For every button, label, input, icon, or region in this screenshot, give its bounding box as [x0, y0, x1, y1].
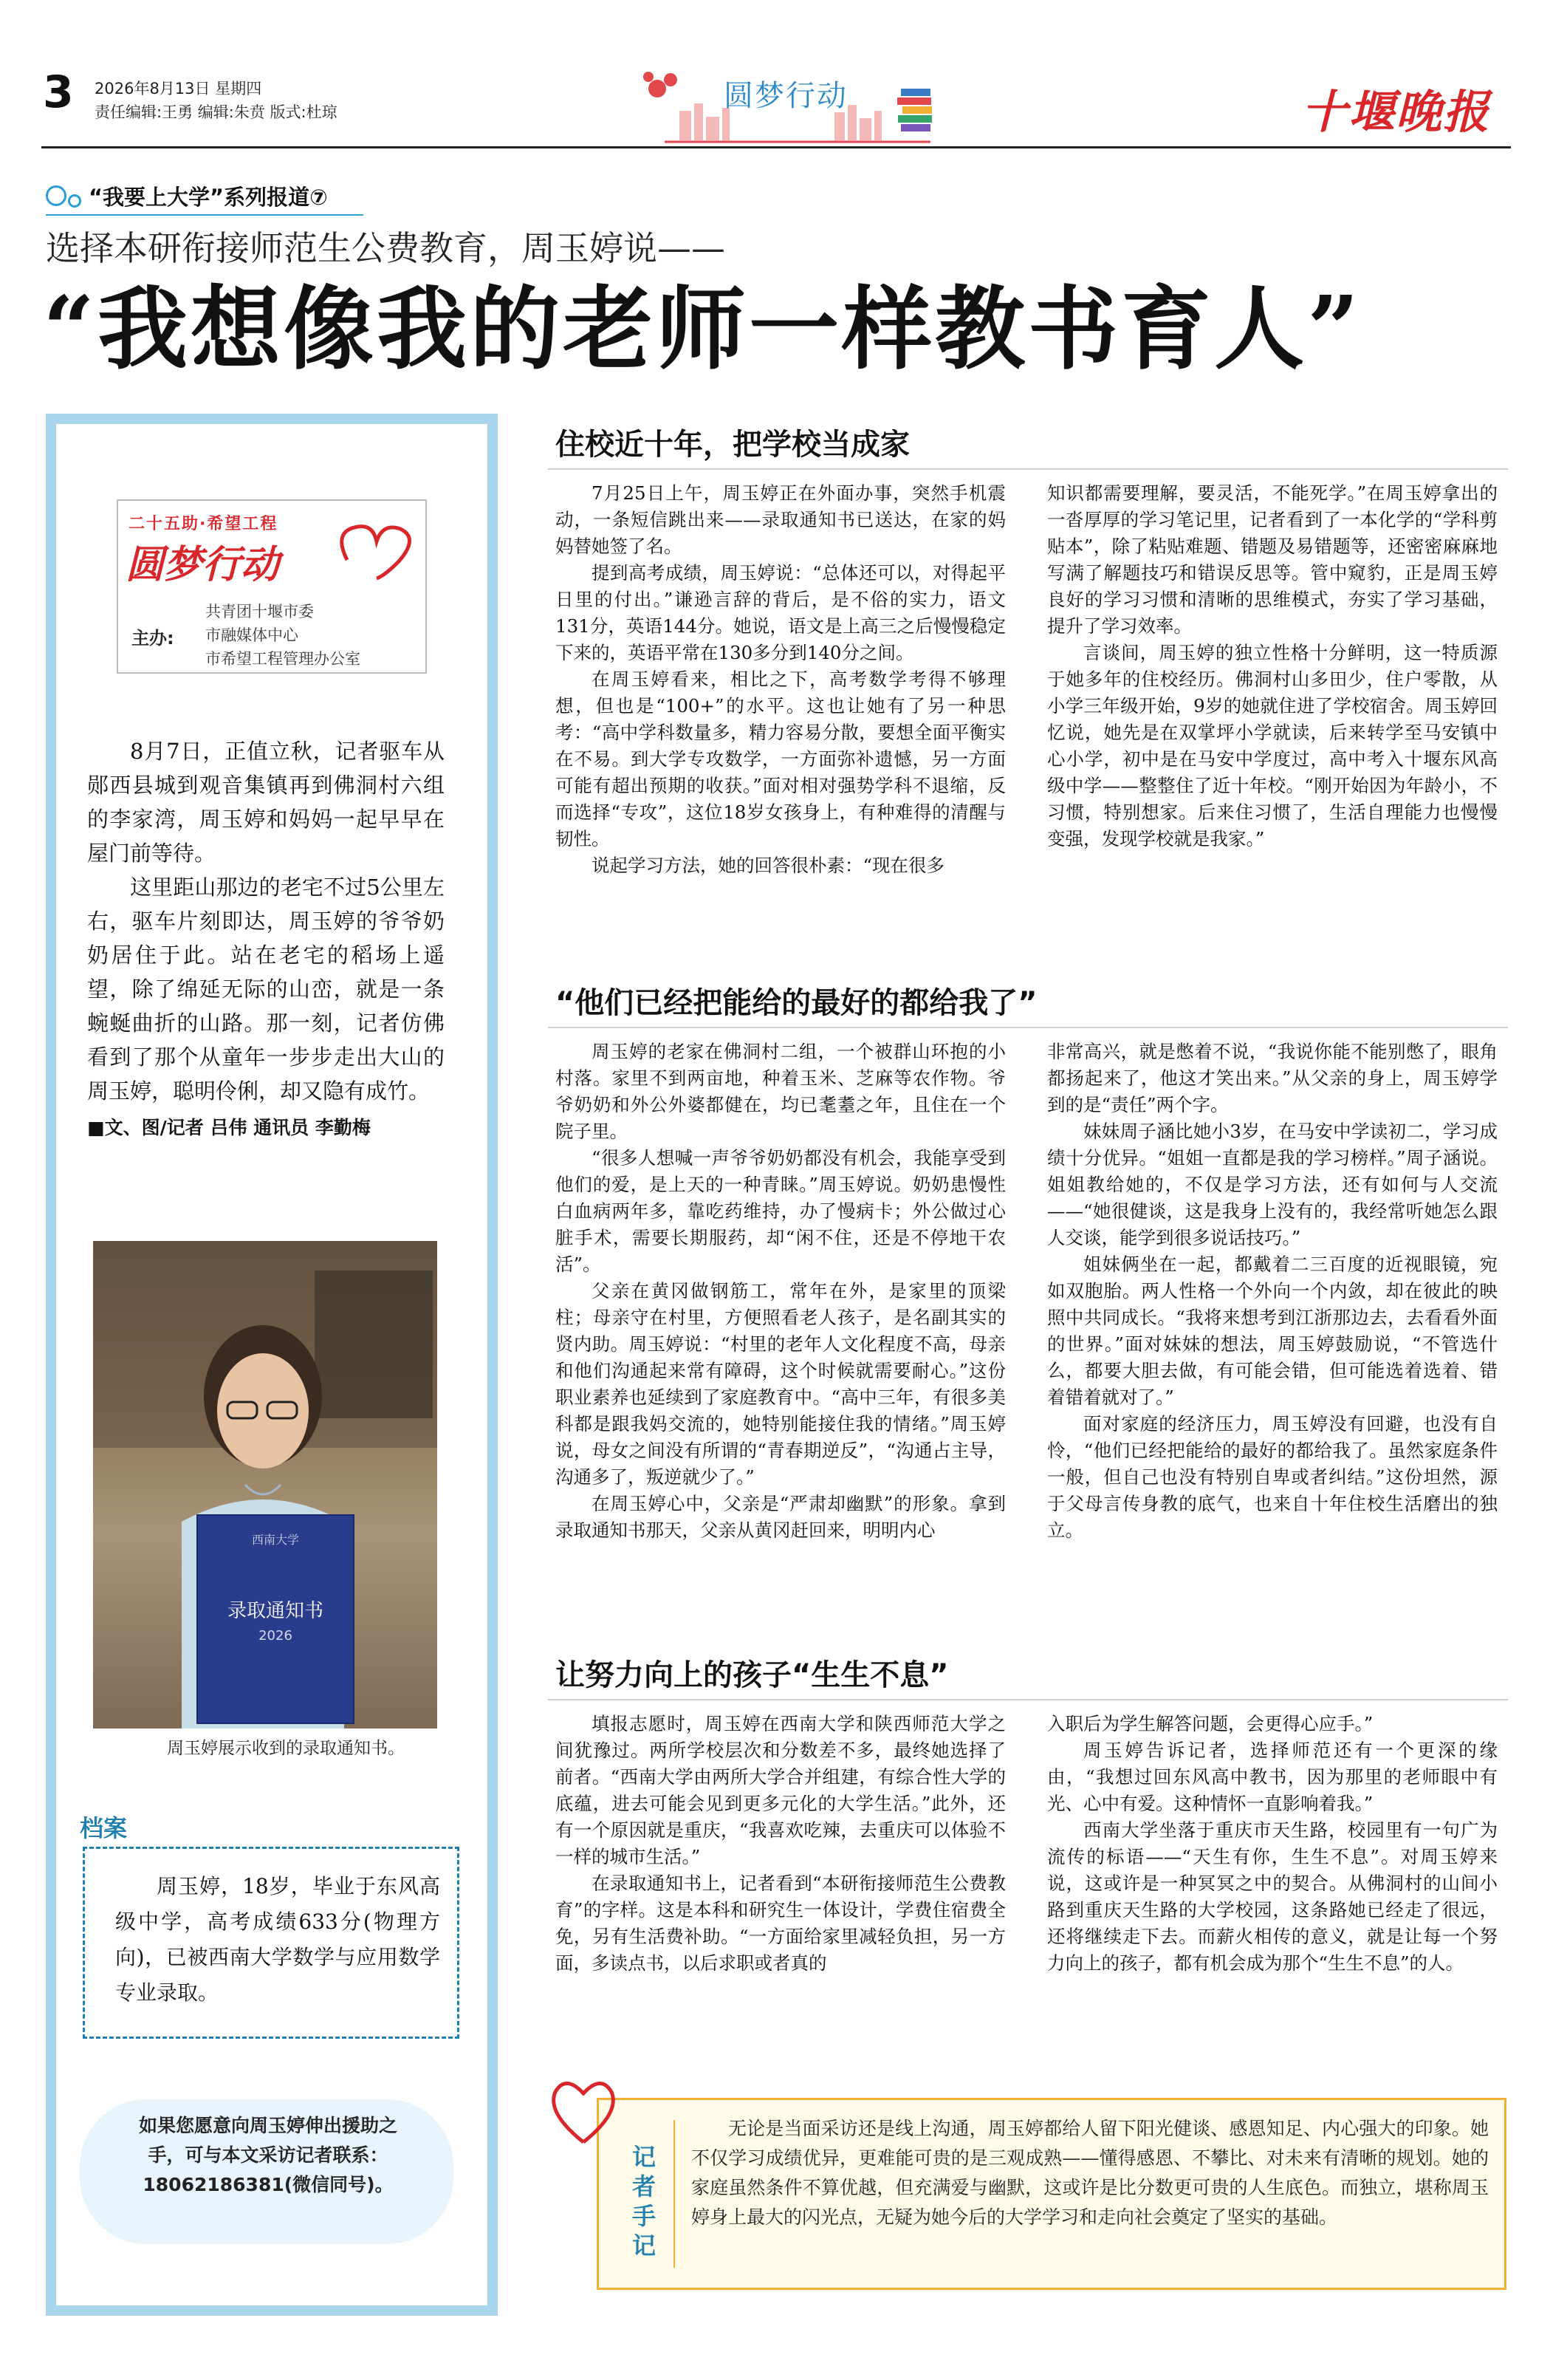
letter-title: 录取通知书 — [227, 1600, 323, 1622]
section1-right-column — [1047, 480, 1498, 852]
paragraph: 在周玉婷看来，相比之下，高考数学考得不够理想，但也是“100+”的水平。这也让她有了另一种思考：“高中学科数量多，精力容易分散，要想全面平衡实在不易。到大学专攻数学，一方面弥补遗憾，另一方面可能有超出预期的收获。”面对相对强势学科不退缩，反而选择“专攻”，这位18岁女孩身上，有种难得的清醒与韧性。 — [555, 668, 1006, 849]
series-underline — [46, 214, 363, 216]
subtitle: 选择本研衔接师范生公费教育，周玉婷说—— — [46, 228, 725, 268]
reporter-note-label-text: 记者手记 — [631, 2143, 656, 2260]
paper-masthead: 十堰晚报 — [1301, 85, 1491, 139]
letter-school: 西南大学 — [251, 1533, 299, 1547]
section3-left-column — [555, 1711, 1006, 1977]
header-rule — [41, 146, 1511, 148]
column-title: 圆梦行动 — [724, 79, 848, 113]
organizer-1: 共青团十堰市委 — [205, 603, 314, 620]
paragraph: 在周玉婷心中，父亲是“严肃却幽默”的形象。拿到录取通知书那天，父亲从黄冈赶回来，明明内心 — [555, 1493, 1006, 1541]
yuanmeng-logo-box — [117, 499, 427, 674]
paragraph: 姐妹俩坐在一起，都戴着二三百度的近视眼镜，宛如双胞胎。两人性格一个外向一个内敛，却在彼此的映照中共同成长。“我将来想考到江浙那边去，去看看外面的世界。”面对妹妹的想法，周玉婷鼓励说，“不管选什么，都要大胆去做，有可能会错，但可能选着选着、错着错着就对了。” — [1047, 1254, 1498, 1408]
photo-caption: 周玉婷展示收到的录取通知书。 — [167, 1739, 405, 1758]
sidebar-intro — [87, 734, 445, 1145]
page-number: 3 — [43, 66, 74, 118]
paragraph: 非常高兴，就是憋着不说，“我说你能不能别憋了，眼角都扬起来了，他这才笑出来。”从父亲的身上，周玉婷学到的是“责任”两个字。 — [1047, 1041, 1498, 1115]
paragraph: 面对家庭的经济压力，周玉婷没有回避，也没有自怜，“他们已经把能给的最好的都给我了。虽然家庭条件一般，但自己也没有特别自卑或者纠结。”这份坦然，源于父母言传身教的底气，也来自十年住校生活磨出的独立。 — [1047, 1413, 1498, 1541]
paragraph: 知识都需要理解，要灵活，不能死学。”在周玉婷拿出的一沓厚厚的学习笔记里，记者看到了一本化学的“学科剪贴本”，除了粘贴难题、错题及易错题等，还密密麻麻地写满了解题技巧和错误反思等。管中窥豹，正是周玉婷良好的学习习惯和清晰的思维模式，夯实了学习基础，提升了学习效率。 — [1047, 482, 1498, 637]
note-heart-icon — [539, 2068, 628, 2157]
section2-right-column — [1047, 1039, 1498, 1544]
reporter-note-label — [629, 2142, 659, 2260]
organizer-2: 市融媒体中心 — [205, 626, 298, 644]
organizer-3: 市希望工程管理办公室 — [205, 650, 360, 668]
headline: “我想像我的老师一样教书育人” — [43, 276, 1362, 382]
section1-rule — [548, 468, 1508, 470]
intro-paragraph: 这里距山那边的老宅不过5公里左右，驱车片刻即达，周玉婷的爷爷奶奶居住于此。站在老宅的稻场上遥望，除了绵延无际的山峦，就是一条蜿蜒曲折的山路。那一刻，记者仿佛看到了那个从童年一步步走出大山的周玉婷，聪明伶俐，却又隐有成竹。 — [87, 875, 445, 1104]
series-label — [46, 180, 328, 211]
profile-text: 周玉婷，18岁，毕业于东风高级中学，高考成绩633分(物理方向)，已被西南大学数学与应用数学专业录取。 — [115, 1874, 440, 2005]
portrait-photo — [93, 1241, 437, 1728]
section3-title: 让努力向上的孩子“生生不息” — [555, 1658, 949, 1692]
paragraph: “很多人想喊一声爷爷奶奶都没有机会，我能享受到他们的爱，是上天的一种青睐。”周玉婷说。奶奶患慢性白血病两年多，靠吃药维持，办了慢病卡；外公做过心脏手术，需要长期服药，却“闲不住，还是不停地干农活”。 — [555, 1147, 1006, 1275]
logo-main-text: 圆梦行动 — [126, 542, 280, 587]
bubble-small-icon — [68, 194, 81, 208]
books-icon — [897, 89, 932, 131]
profile-label: 档案 — [80, 1810, 139, 1844]
intro-paragraph: 8月7日，正值立秋，记者驱车从郧西县城到观音集镇再到佛洞村六组的李家湾，周玉婷和妈妈一起早早在屋门前等待。 — [87, 739, 445, 866]
paragraph: 西南大学坐落于重庆市天生路，校园里有一句广为流传的标语——“天生有你，生生不息”。对周玉婷来说，这或许是一种冥冥之中的契合。从佛洞村的山间小路到重庆天生路的大学校园，这条路她已经走了很远，还将继续走下去。而薪火相传的意义，就是让每一个努力向上的孩子，都有机会成为那个“生生不息”的人。 — [1047, 1819, 1498, 1974]
help-text: 如果您愿意向周玉婷伸出援助之手，可与本文采访记者联系：18062186381(微信同号)。 — [138, 2115, 397, 2195]
paragraph: 7月25日上午，周玉婷正在外面办事，突然手机震动，一条短信跳出来——录取通知书已送达，在家的妈妈替她签了名。 — [555, 482, 1006, 557]
section2-left-column — [555, 1039, 1006, 1544]
paragraph: 父亲在黄冈做钢筋工，常年在外，是家里的顶梁柱；母亲守在村里，方便照看老人孩子，是名副其实的贤内助。周玉婷说：“村里的老年人文化程度不高，母亲和他们沟通起来常有障碍，这个时候就需要耐心。”这份职业素养也延续到了家庭教育中。“高中三年，有很多美科都是跟我妈交流的，她特别能接住我的情绪。”周玉婷说，母女之间没有所谓的“青春期逆反”，“沟通占主导，沟通多了，叛逆就少了。” — [555, 1280, 1006, 1488]
section3-rule — [548, 1699, 1508, 1700]
paragraph: 在录取通知书上，记者看到“本研衔接师范生公费教育”的字样。这是本科和研究生一体设计，学费住宿费全免，另有生活费补助。“一方面给家里减轻负担，另一方面，多读点书，以后求职或者真的 — [555, 1873, 1006, 1974]
section2-title: “他们已经把能给的最好的都给我了” — [555, 986, 1038, 1020]
paragraph: 说起学习方法，她的回答很朴素：“现在很多 — [592, 855, 945, 876]
paragraph: 周玉婷告诉记者，选择师范还有一个更深的缘由，“我想过回东风高中教书，因为那里的老师眼中有光、心中有爱。这种情怀一直影响着我。” — [1047, 1740, 1498, 1814]
section3-right-column — [1047, 1711, 1498, 1977]
bubble-icon — [46, 185, 66, 206]
issue-date: 2026年8月13日 星期四 — [95, 80, 262, 98]
heart-icon — [332, 508, 421, 582]
reporter-note-text: 无论是当面采访还是线上沟通，周玉婷都给人留下阳光健谈、感恩知足、内心强大的印象。她不仅学习成绩优异，更难能可贵的是三观成熟——懂得感恩、不攀比、对未来有清晰的规划。她的家庭虽然条件不算优越，但充满爱与幽默，这或许是比分数更可贵的人生底色。而独立，堪称周玉婷身上最大的闪光点，无疑为她今后的大学学习和走向社会奠定了坚实的基础。 — [691, 2118, 1489, 2228]
section1-left-column — [555, 480, 1006, 879]
reporter-note-divider — [673, 2120, 675, 2268]
paragraph: 妹妹周子涵比她小3岁，在马安中学读初二，学习成绩十分优异。“姐姐一直都是我的学习榜样。”周子涵说。姐姐教给她的，不仅是学习方法，还有如何与人交流——“她很健谈，这是我身上没有的，我经常听她怎么跟人交谈，能学到很多说话技巧。” — [1047, 1121, 1498, 1248]
byline: ■文、图/记者 吕伟 通讯员 李勤梅 — [87, 1117, 371, 1138]
editor-credits: 责任编辑:王勇 编辑:朱贲 版式:杜琼 — [95, 103, 337, 121]
section2-rule — [548, 1027, 1508, 1028]
paragraph: 提到高考成绩，周玉婷说：“总体还可以，对得起平日里的付出。”谦逊言辞的背后，是不俗的实力，语文131分，英语144分。她说，语文是上高三之后慢慢稳定下来的，英语平常在130多分到140分之间。 — [555, 562, 1006, 663]
admission-letter — [196, 1514, 354, 1724]
paragraph: 言谈间，周玉婷的独立性格十分鲜明，这一特质源于她多年的住校经历。佛洞村山多田少，住户零散，从小学三年级开始，9岁的她就住进了学校宿舍。周玉婷回忆说，她先是在双掌坪小学就读，后来转学至马安镇中心小学，初中是在马安中学度过，高中考入十堰东风高级中学——整整住了近十年校。“刚开始因为年龄小，不习惯，特别想家。后来住习惯了，生活自理能力也慢慢变强，发现学校就是我家。” — [1047, 642, 1498, 849]
organizers-label: 主办: — [131, 628, 174, 649]
letter-year: 2026 — [258, 1628, 292, 1644]
section1-title: 住校近十年，把学校当成家 — [555, 428, 910, 462]
column-logo — [635, 59, 945, 148]
logo-top-text: 二十五助·希望工程 — [128, 515, 278, 533]
paragraph: 周玉婷的老家在佛洞村二组，一个被群山环抱的小村落。家里不到两亩地，种着玉米、芝麻等农作物。爷爷奶奶和外公外婆都健在，均已耄耋之年，且住在一个院子里。 — [555, 1041, 1006, 1142]
series-label-text: “我要上大学”系列报道⑦ — [89, 184, 328, 210]
paragraph: 入职后为学生解答问题，会更得心应手。” — [1047, 1713, 1374, 1734]
paragraph: 填报志愿时，周玉婷在西南大学和陕西师范大学之间犹豫过。两所学校层次和分数差不多，最终她选择了前者。“西南大学由两所大学合并组建，有综合性大学的底蕴，进去可能会见到更多元化的大学生活。”此外，还有一个原因就是重庆，“我喜欢吃辣，去重庆可以体验不一样的城市生活。” — [555, 1713, 1006, 1867]
